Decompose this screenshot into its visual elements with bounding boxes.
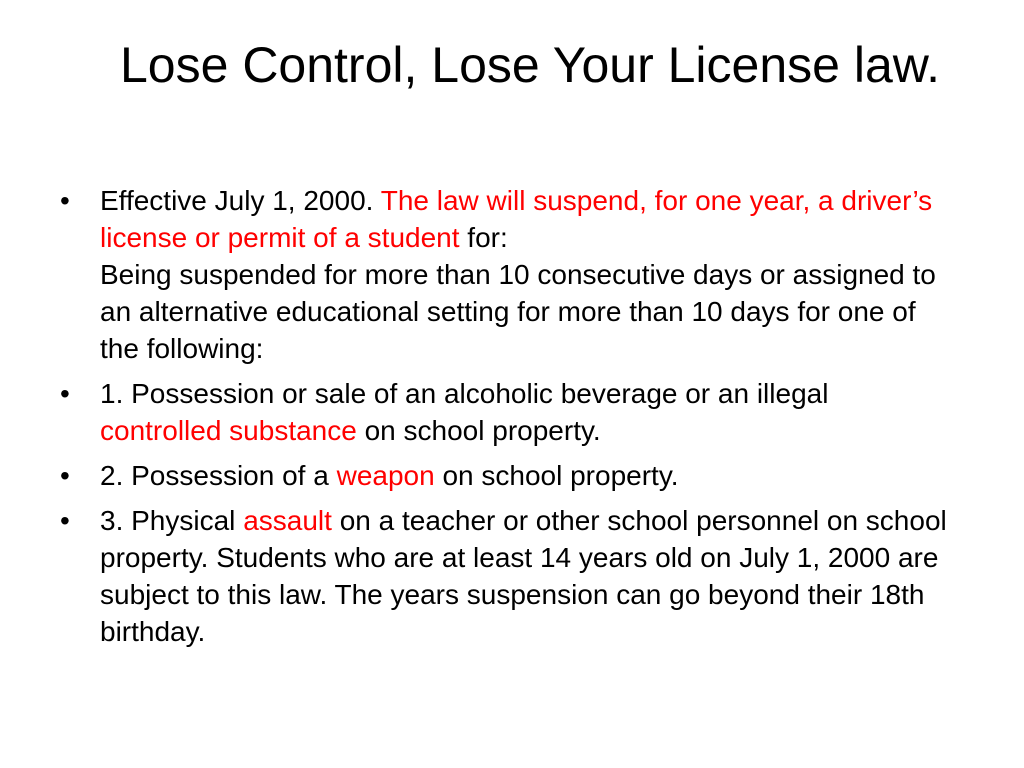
bullet-item-effective-date	[56, 182, 956, 367]
bullet-continuation: Being suspended for more than 10 consecutive days or assigned to an alternative educational setting for more than 10 days for one of the following:	[100, 259, 936, 364]
slide-title: Lose Control, Lose Your License law.	[120, 37, 940, 93]
bullet-item-alcohol-drugs	[56, 375, 956, 449]
bullet-after: on a teacher or other school personnel on school property. Students who are at least 14 years old on July 1, 2000 are subject to this law. The years suspension can go beyond their 18th birthday.	[100, 505, 947, 647]
bullet-before: 2. Possession of a	[100, 460, 329, 491]
bullet-icon: •	[60, 378, 70, 409]
bullet-before: 3. Physical	[100, 505, 236, 536]
bullet-icon: •	[60, 505, 70, 536]
bullet-item-weapon	[56, 457, 956, 494]
bullet-item-assault	[56, 502, 956, 650]
bullet-before: 1. Possession or sale of an alcoholic beverage or an illegal	[100, 378, 829, 409]
bullet-icon: •	[60, 185, 70, 216]
bullet-highlight: controlled substance	[100, 415, 357, 446]
bullet-after: on school property.	[442, 460, 679, 491]
bullet-after: for:	[467, 222, 508, 253]
bullet-list	[56, 182, 956, 658]
bullet-after: on school property.	[364, 415, 601, 446]
bullet-highlight: The law will suspend, for one year, a driver’s license or permit of a student	[100, 185, 933, 253]
bullet-intro: Effective July 1, 2000.	[100, 185, 374, 216]
bullet-icon: •	[60, 460, 70, 491]
bullet-highlight: assault	[243, 505, 332, 536]
bullet-highlight: weapon	[336, 460, 435, 491]
